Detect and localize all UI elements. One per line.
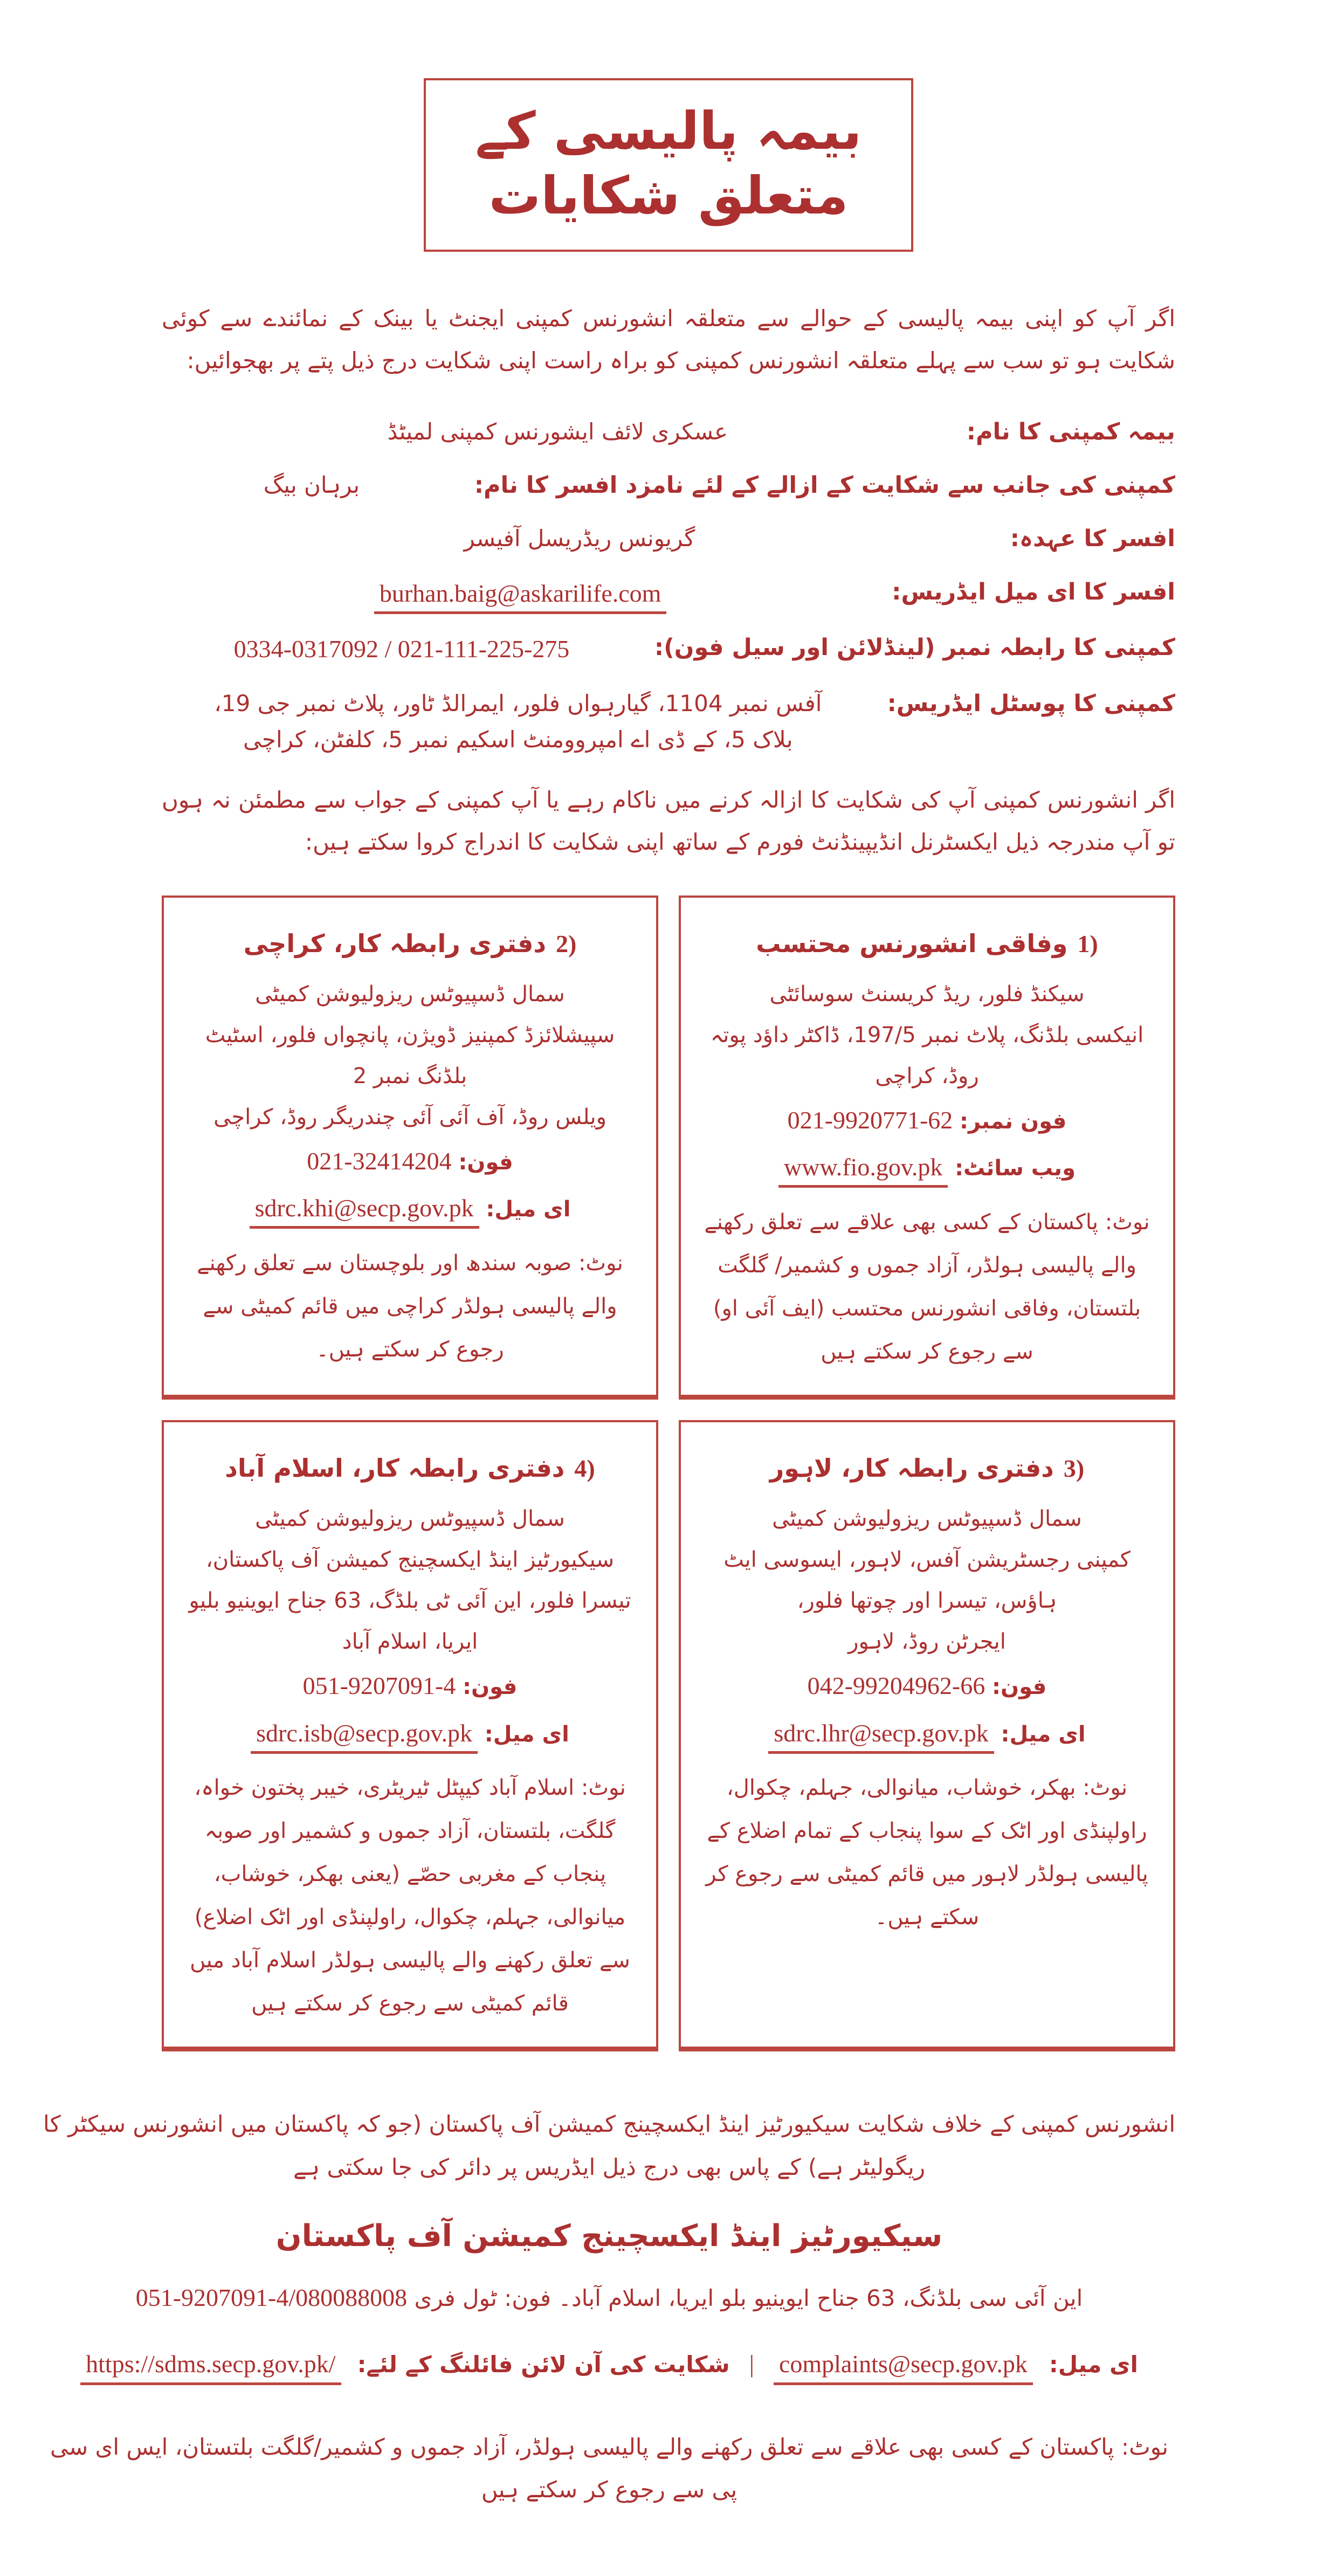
secp-online-filing-link[interactable]: https://sdms.secp.gov.pk/	[80, 2350, 341, 2385]
officer-designation-label: افسر کا عہدہ:	[1010, 525, 1175, 552]
forum-3-email-link[interactable]: sdrc.lhr@secp.gov.pk	[768, 1719, 994, 1754]
forum-1-website-label: ویب سائٹ:	[955, 1156, 1076, 1181]
forum-3-phone-label: فون:	[991, 1675, 1047, 1700]
info-row-company-phone	[162, 629, 1175, 669]
company-phone-label: کمپنی کا رابطہ نمبر (لینڈلائن اور سیل فون):	[654, 634, 1175, 662]
secp-address-line	[43, 2283, 1175, 2312]
forum-4-number: 4)	[574, 1454, 595, 1482]
company-name-value: عسکری لائف ایشورنس کمپنی لمیٹڈ	[387, 418, 728, 445]
forum-2-phone-label: فون:	[458, 1150, 513, 1175]
forum-3-title: دفتری رابطہ کار، لاہور	[769, 1453, 1054, 1483]
escalation-paragraph: اگر انشورنس کمپنی آپ کی شکایت کا ازالہ کرنے میں ناکام رہے یا آپ کمپنی کے جواب سے مطمئن نہ ہوں تو آپ مندرجہ ذیل ایکسٹرنل انڈیپینڈنٹ فورم کے ساتھ اپنی شکایت کا اندراج کروا سکتے ہیں:	[162, 787, 1175, 856]
forum-4-email-link[interactable]: sdrc.isb@secp.gov.pk	[251, 1719, 478, 1754]
forum-3-address-line-2: کمپنی رجسٹریشن آفس، لاہور، ایسوسی ایٹ ہاؤس، تیسرا اور چوتھا فلور،	[723, 1547, 1131, 1614]
officer-email-link[interactable]: burhan.baig@askarilife.com	[374, 580, 667, 614]
forum-2-heading	[184, 920, 636, 967]
info-row-officer-email	[162, 574, 1175, 614]
forum-3-address-line-1: سمال ڈسپیوٹس ریزولیوشن کمیٹی	[772, 1506, 1082, 1532]
officer-email-wrap	[162, 574, 879, 614]
forum-1-address-line-1: سیکنڈ فلور، ریڈ کریسنٹ سوسائٹی	[769, 982, 1085, 1007]
forum-2-email-link[interactable]: sdrc.khi@secp.gov.pk	[250, 1194, 479, 1229]
info-row-officer-name	[162, 467, 1175, 504]
officer-name-value: برہان بیگ	[263, 472, 360, 499]
forum-3-phone-value: 042-99204962-66	[807, 1672, 985, 1700]
page-title: بیمہ پالیسی کے متعلق شکایات	[475, 101, 862, 226]
forum-3-address-line-3: ایجرٹن روڈ، لاہور	[848, 1629, 1006, 1655]
company-address-wrap	[162, 685, 874, 757]
forum-1-phone-label: فون نمبر:	[959, 1109, 1067, 1134]
secp-phone-value: 051-9207091-4/080088008	[135, 2283, 408, 2311]
forum-2-email-line	[184, 1184, 636, 1231]
secp-address-text: این آئی سی بلڈنگ، 63 جناح ایوینیو بلو ایریا، اسلام آباد۔ فون: ٹول فری	[414, 2284, 1083, 2311]
forum-1-phone-value: 021-9920771-62	[787, 1106, 953, 1134]
secp-paragraph: انشورنس کمپنی کے خلاف شکایت سیکیورٹیز اینڈ ایکسچینج کمیشن آف پاکستان (جو کہ پاکستان میں انشورنس سیکٹر کا ریگولیٹر ہے) کے پاس بھی درج ذیل ایڈریس پر دائر کی جا سکتی ہے	[43, 2111, 1175, 2180]
company-address-line-1: آفس نمبر 1104، گیارہواں فلور، ایمرالڈ ٹاور، پلاٹ نمبر جی 19،	[214, 690, 822, 717]
secp-links-row	[43, 2350, 1175, 2385]
info-row-company-name	[162, 414, 1175, 451]
forum-1-website-link[interactable]: www.fio.gov.pk	[778, 1153, 948, 1188]
forum-box-lahore-committee	[679, 1420, 1175, 2051]
forum-3-email-line	[701, 1710, 1153, 1757]
forum-2-number: 2)	[556, 929, 577, 958]
secp-heading: سیکیورٹیز اینڈ ایکسچینج کمیشن آف پاکستان	[275, 2218, 943, 2254]
forum-box-federal-insurance-ombudsman	[679, 896, 1175, 1400]
forum-4-phone-label: فون:	[462, 1675, 518, 1700]
forum-3-phone-line	[701, 1662, 1153, 1709]
forum-1-note: نوٹ: پاکستان کے کسی بھی علاقے سے تعلق رکھنے والے پالیسی ہولڈر، آزاد جموں و کشمیر/ گلگت بلتستان، وفاقی انشورنس محتسب (ایف آئی او) سے رجوع کر سکتے ہیں	[704, 1209, 1150, 1364]
forum-1-phone-line	[701, 1097, 1153, 1144]
secp-email-link[interactable]: complaints@secp.gov.pk	[774, 2350, 1033, 2385]
secp-section	[43, 2103, 1175, 2511]
forum-2-address-line-2: سپیشلائزڈ کمپنیز ڈویژن، پانچواں فلور، اسٹیٹ بلڈنگ نمبر 2	[205, 1023, 615, 1089]
company-name-label: بیمہ کمپنی کا نام:	[966, 418, 1175, 446]
forum-3-note: نوٹ: بھکر، خوشاب، میانوالی، جہلم، چکوال، راولپنڈی اور اٹک کے سوا پنجاب کے تمام اضلاع کے پالیسی ہولڈر لاہور میں قائم کمیٹی سے رجوع کر سکتے ہیں۔	[706, 1775, 1148, 1930]
officer-name-label: کمپنی کی جانب سے شکایت کے ازالے کے لئے نامزد افسر کا نام:	[474, 472, 1175, 499]
forum-1-address-line-2: انیکسی بلڈنگ، پلاٹ نمبر 197/5، ڈاکٹر داؤد پوتہ روڈ، کراچی	[710, 1023, 1144, 1089]
links-divider: |	[749, 2350, 754, 2378]
forum-1-heading	[701, 920, 1153, 967]
company-address-line-2: بلاک 5، کے ڈی اے امپروومنٹ اسکیم نمبر 5، کلفٹن، کراچی	[243, 726, 793, 753]
company-phone-wrap	[162, 629, 642, 669]
company-phone-value: 0334-0317092 / 021-111-225-275	[233, 635, 570, 663]
intro-paragraph: اگر آپ کو اپنی بیمہ پالیسی کے حوالے سے متعلقہ انشورنس کمپنی ایجنٹ یا بینک کے نمائندے سے کوئی شکایت ہو تو سب سے پہلے متعلقہ انشورنس کمپنی کو براہ راست اپنی شکایت درج ذیل پتے پر بھجوائیں:	[162, 305, 1175, 374]
forum-4-email-line	[184, 1710, 636, 1757]
forum-2-note: نوٹ: صوبہ سندھ اور بلوچستان سے تعلق رکھنے والے پالیسی ہولڈر کراچی میں قائم کمیٹی سے رجوع کر سکتے ہیں۔	[197, 1250, 623, 1362]
company-address-label: کمپنی کا پوسٹل ایڈریس:	[887, 690, 1175, 717]
forum-2-phone-line	[184, 1138, 636, 1184]
secp-online-filing-label: شکایت کی آن لائن فائلنگ کے لئے:	[357, 2351, 730, 2378]
forum-box-islamabad-committee	[162, 1420, 658, 2051]
forum-4-address-line-1: سمال ڈسپیوٹس ریزولیوشن کمیٹی	[255, 1506, 565, 1532]
company-info-section	[162, 414, 1175, 757]
forum-2-address-line-3: ویلس روڈ، آف آئی آئی چندریگر روڈ، کراچی	[213, 1105, 607, 1130]
forum-1-number: 1)	[1077, 929, 1098, 958]
secp-footer-note: نوٹ: پاکستان کے کسی بھی علاقے سے تعلق رکھنے والے پالیسی ہولڈر، آزاد جموں و کشمیر/گلگت بلتستان، ایس ای سی پی سے رجوع کر سکتے ہیں	[50, 2433, 1169, 2503]
forum-3-email-label: ای میل:	[1001, 1721, 1086, 1747]
officer-designation-value: گریونس ریڈریسل آفیسر	[464, 525, 695, 552]
forum-4-address-line-2: سیکیورٹیز اینڈ ایکسچینج کمیشن آف پاکستان،	[205, 1547, 615, 1573]
secp-email-label: ای میل:	[1049, 2351, 1138, 2378]
forum-2-phone-value: 021-32414204	[307, 1147, 452, 1175]
forum-4-phone-line	[184, 1662, 636, 1709]
info-row-company-address	[162, 685, 1175, 757]
title-box	[424, 78, 913, 252]
forum-1-website-line	[701, 1144, 1153, 1190]
info-row-officer-designation	[162, 520, 1175, 557]
officer-email-label: افسر کا ای میل ایڈریس:	[892, 578, 1175, 605]
forum-4-note: نوٹ: اسلام آباد کیپٹل ٹیریٹری، خیبر پختون خواہ، گلگت، بلتستان، آزاد جموں و کشمیر اور صوبہ پنجاب کے مغربی حصّے (یعنی بھکر، خوشاب، میانوالی، جہلم، چکوال، راولپنڈی اور اٹک اضلاع) سے تعلق رکھنے والے پالیسی ہولڈر اسلام آباد میں قائم کمیٹی سے رجوع کر سکتے ہیں	[190, 1775, 630, 2016]
forum-1-title: وفاقی انشورنس محتسب	[756, 928, 1068, 958]
forum-4-email-label: ای میل:	[484, 1721, 569, 1747]
forum-grid	[162, 896, 1175, 2051]
forum-2-title: دفتری رابطہ کار، کراچی	[243, 928, 547, 958]
forum-2-email-label: ای میل:	[486, 1197, 571, 1222]
forum-3-number: 3)	[1063, 1454, 1085, 1482]
forum-3-heading	[701, 1445, 1153, 1492]
forum-4-title: دفتری رابطہ کار، اسلام آباد	[225, 1453, 565, 1483]
forum-4-heading	[184, 1445, 636, 1492]
forum-2-address-line-1: سمال ڈسپیوٹس ریزولیوشن کمیٹی	[255, 982, 565, 1007]
forum-box-karachi-committee	[162, 896, 658, 1400]
forum-4-address-line-3: تیسرا فلور، این آئی ٹی بلڈگ، 63 جناح ایوینیو بلیو ایریا، اسلام آباد	[189, 1588, 631, 1655]
forum-4-phone-value: 051-9207091-4	[302, 1672, 456, 1700]
